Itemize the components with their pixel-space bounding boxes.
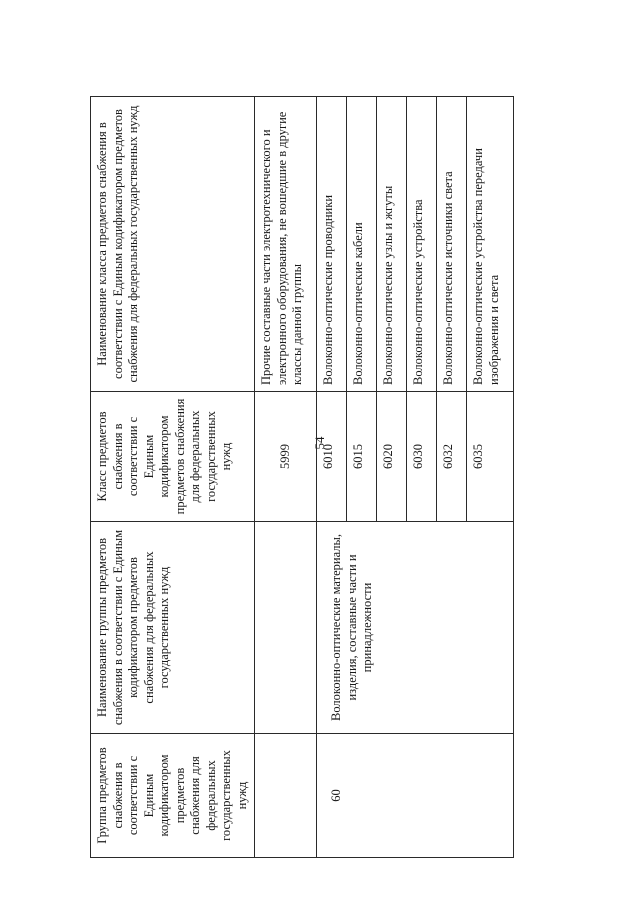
class-name: Волоконно-оптические устройства xyxy=(407,97,437,392)
header-group-code: Группа предметов снабжения в соответствии с Единым кодификатором предметов снабжения для федеральных государственных нужд xyxy=(91,734,255,858)
empty-cell xyxy=(255,522,317,734)
class-name: Волоконно-оптические источники света xyxy=(437,97,467,392)
class-code: 6010 xyxy=(317,392,347,522)
class-code: 6015 xyxy=(347,392,377,522)
class-name: Волоконно-оптические кабели xyxy=(347,97,377,392)
rotated-page-content xyxy=(90,96,514,858)
class-code-5999: 5999 xyxy=(255,392,317,522)
empty-cell xyxy=(255,734,317,858)
class-code: 6032 xyxy=(437,392,467,522)
class-code: 6030 xyxy=(407,392,437,522)
class-code: 6020 xyxy=(377,392,407,522)
class-name: Волоконно-оптические устройства передачи изображения и света xyxy=(467,97,514,392)
class-name: Волоконно-оптические узлы и жгуты xyxy=(377,97,407,392)
class-code: 6035 xyxy=(467,392,514,522)
group-code-60: 60 xyxy=(317,734,514,858)
table-row xyxy=(255,97,317,858)
table-header-row xyxy=(91,97,255,858)
header-class-name: Наименование класса предметов снабжения в соответствии с Единым кодификатором предметов снабжения для федеральных государственных нужд xyxy=(91,97,255,392)
header-group-name: Наименование группы предметов снабжения в соответствии с Единым кодификатором предметов снабжения для федеральных государственных нужд xyxy=(91,522,255,734)
class-name-5999: Прочие составные части электротехнического и электронного оборудования, не вошедшие в другие классы данной группы xyxy=(255,97,317,392)
page-number: 54 xyxy=(312,436,327,450)
table-row xyxy=(317,97,347,858)
supply-class-table xyxy=(90,96,514,858)
group-name-60: Волоконно-оптические материалы, изделия, составные части и принадлежности xyxy=(317,522,514,734)
class-name: Волоконно-оптические проводники xyxy=(317,97,347,392)
header-class-code: Класс предметов снабжения в соответствии с Единым кодификатором предметов снабжения для федеральных государственных нужд xyxy=(91,392,255,522)
